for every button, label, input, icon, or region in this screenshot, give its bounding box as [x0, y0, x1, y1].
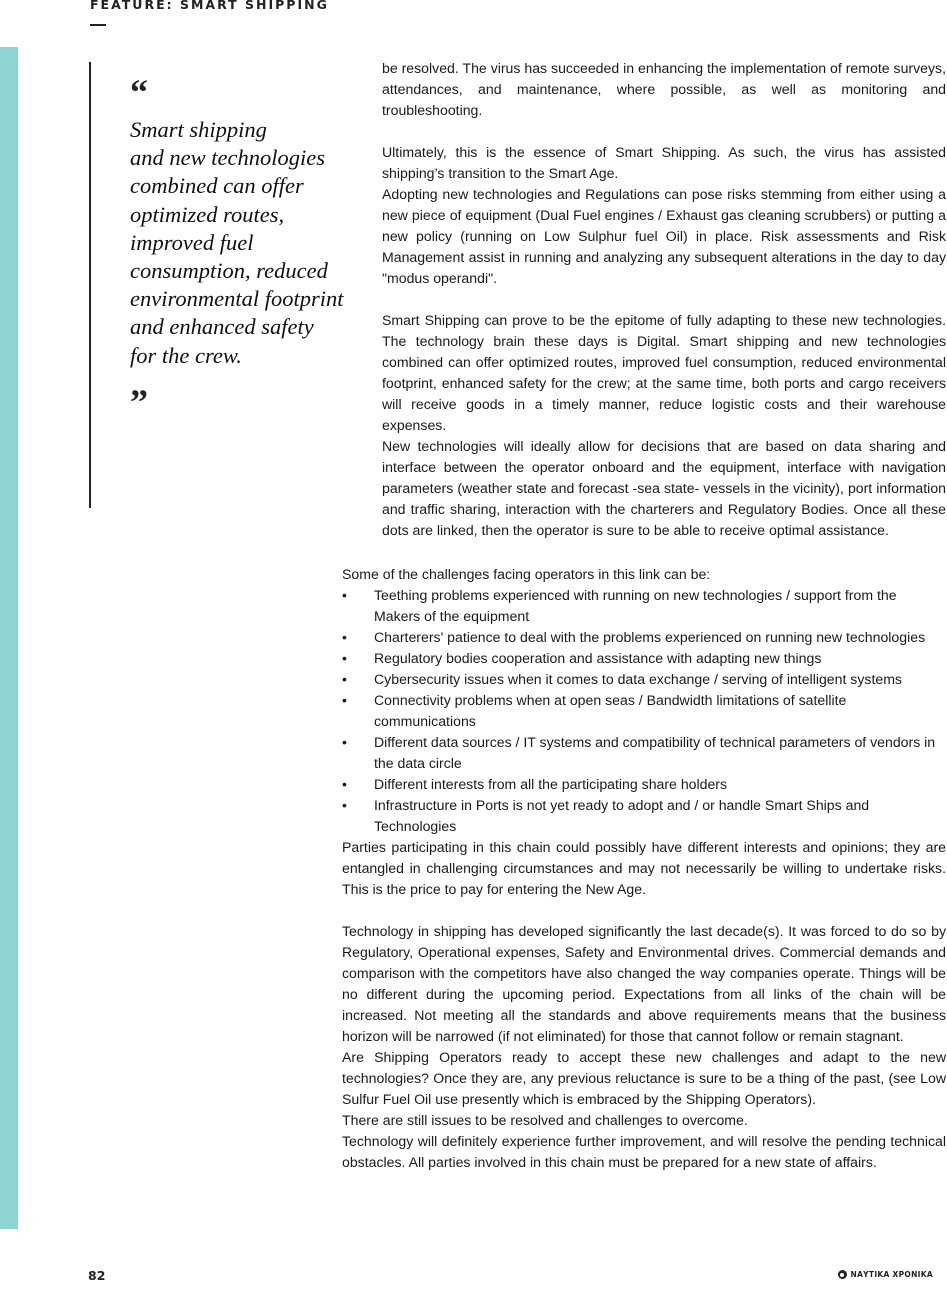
challenges-list	[342, 585, 946, 837]
list-item-text: Charterers' patience to deal with the problems experienced on running new technologies	[374, 629, 926, 645]
pullquote-rule	[89, 62, 91, 508]
list-item-text: Cybersecurity issues when it comes to data exchange / serving of intelligent systems	[374, 671, 902, 687]
list-item-text: Regulatory bodies cooperation and assistance with adapting new things	[374, 650, 822, 666]
paragraph: be resolved. The virus has succeeded in enhancing the implementation of remote surveys, attendances, and maintenance, where possible, as well as monitoring and troubleshooting.	[382, 60, 946, 118]
pullquote-line: environmental footprint	[130, 286, 344, 312]
close-quote-icon: ”	[130, 382, 148, 422]
pullquote-line: combined can offer	[130, 173, 304, 199]
list-item	[342, 732, 946, 774]
page-number: 82	[88, 1268, 106, 1283]
bullet-icon: •	[342, 587, 347, 603]
pullquote-line: and enhanced safety	[130, 314, 314, 340]
paragraph: Ultimately, this is the essence of Smart Shipping. As such, the virus has assisted shipping’s transition to the Smart Age.	[382, 144, 946, 181]
list-item	[342, 795, 946, 837]
bullet-icon: •	[342, 650, 347, 666]
paragraph: New technologies will ideally allow for decisions that are based on data sharing and interface between the operator onboard and the equipment, interface with navigation parameters (weather state and forecast -sea state- vessels in the vicinity), port information and traffic sharing, interaction with the charterers and Regulatory Bodies. Once all these dots are linked, then the operator is sure to be able to receive optimal assistance.	[382, 438, 946, 538]
list-item	[342, 669, 946, 690]
article-lower-column	[342, 564, 946, 1173]
pullquote-line: improved fuel	[130, 229, 254, 255]
list-item-text: Different interests from all the participating share holders	[374, 776, 728, 792]
list-item-text: Teething problems experienced with running on new technologies / support from the Makers of the equipment	[374, 587, 897, 624]
list-item-text: Different data sources / IT systems and compatibility of technical parameters of vendors in the data circle	[374, 734, 936, 771]
bullet-icon: •	[342, 734, 347, 750]
paragraph: There are still issues to be resolved and challenges to overcome.	[342, 1112, 748, 1128]
bullet-icon: •	[342, 776, 347, 792]
list-item	[342, 585, 946, 627]
open-quote-icon: “	[130, 72, 148, 112]
list-item	[342, 774, 946, 795]
paragraph: Are Shipping Operators ready to accept these new challenges and adapt to the new technologies? Once they are, any previous reluctance is sure to be a thing of the past, (see Low Sulfur Fuel Oil use presently which is embraced by the Shipping Operators).	[342, 1049, 946, 1107]
paragraph: Parties participating in this chain could possibly have different interests and opinions; they are entangled in challenging circumstances and may not necessarily be willing to undertake risks. This is the price to pay for entering the New Age.	[342, 839, 946, 897]
list-item-text: Infrastructure in Ports is not yet ready to adopt and / or handle Smart Ships and Technologies	[374, 797, 870, 834]
bullet-icon: •	[342, 797, 347, 813]
paragraph: Smart Shipping can prove to be the epitome of fully adapting to these new technologies. The technology brain these days is Digital. Smart shipping and new technologies combined can offer optimized routes, improved fuel consumption, reduced environmental footprint, enhanced safety for the crew; at the same time, both ports and cargo receivers will receive goods in a timely manner, reduce logistic costs and their warehouse expenses.	[382, 312, 946, 433]
teal-margin-bar	[0, 47, 18, 1229]
pullquote-line: and new technologies	[130, 145, 325, 171]
list-item-text: Connectivity problems when at open seas / Bandwidth limitations of satellite communications	[374, 692, 847, 729]
bullet-icon: •	[342, 692, 347, 708]
paragraph: Technology will definitely experience further improvement, and will resolve the pending technical obstacles. All parties involved in this chain must be prepared for a new state of affairs.	[342, 1133, 946, 1170]
pullquote-line: for the crew.	[130, 342, 242, 368]
brand-name: ΝΑΥΤΙΚΑ ΧΡΟΝΙΚΑ	[850, 1270, 933, 1279]
pullquote-line: consumption, reduced	[130, 258, 328, 284]
bullet-icon: •	[342, 671, 347, 687]
pullquote-line: Smart shipping	[130, 117, 267, 142]
brand-logo-icon	[838, 1270, 847, 1279]
article-upper-column	[382, 58, 946, 541]
list-item	[342, 648, 946, 669]
bullet-icon: •	[342, 629, 347, 645]
challenges-intro: Some of the challenges facing operators in this link can be:	[342, 566, 711, 582]
paragraph: Technology in shipping has developed significantly the last decade(s). It was forced to do so by Regulatory, Operational expenses, Safety and Environmental drives. Commercial demands and comparison with the competitors have also changed the way companies operate. Things will be no different during the upcoming period. Expectations from all links of the chain will be increased. Not meeting all the standards and above requirements means that the business horizon will be narrowed (if not eliminated) for those that cannot follow or remain stagnant.	[342, 923, 946, 1044]
pullquote	[130, 116, 365, 370]
paragraph: Adopting new technologies and Regulations can pose risks stemming from either using a new piece of equipment (Dual Fuel engines / Exhaust gas cleaning scrubbers) or putting a new policy (running on Low Sulphur fuel Oil) in place. Risk assessments and Risk Management assist in running and analyzing any subsequent alterations in the day to day "modus operandi".	[382, 186, 946, 286]
section-dash	[90, 24, 106, 26]
list-item	[342, 627, 946, 648]
list-item	[342, 690, 946, 732]
pullquote-line: optimized routes,	[130, 201, 285, 227]
brand-footer	[838, 1270, 934, 1279]
section-label: FEATURE: SMART SHIPPING	[90, 0, 329, 12]
